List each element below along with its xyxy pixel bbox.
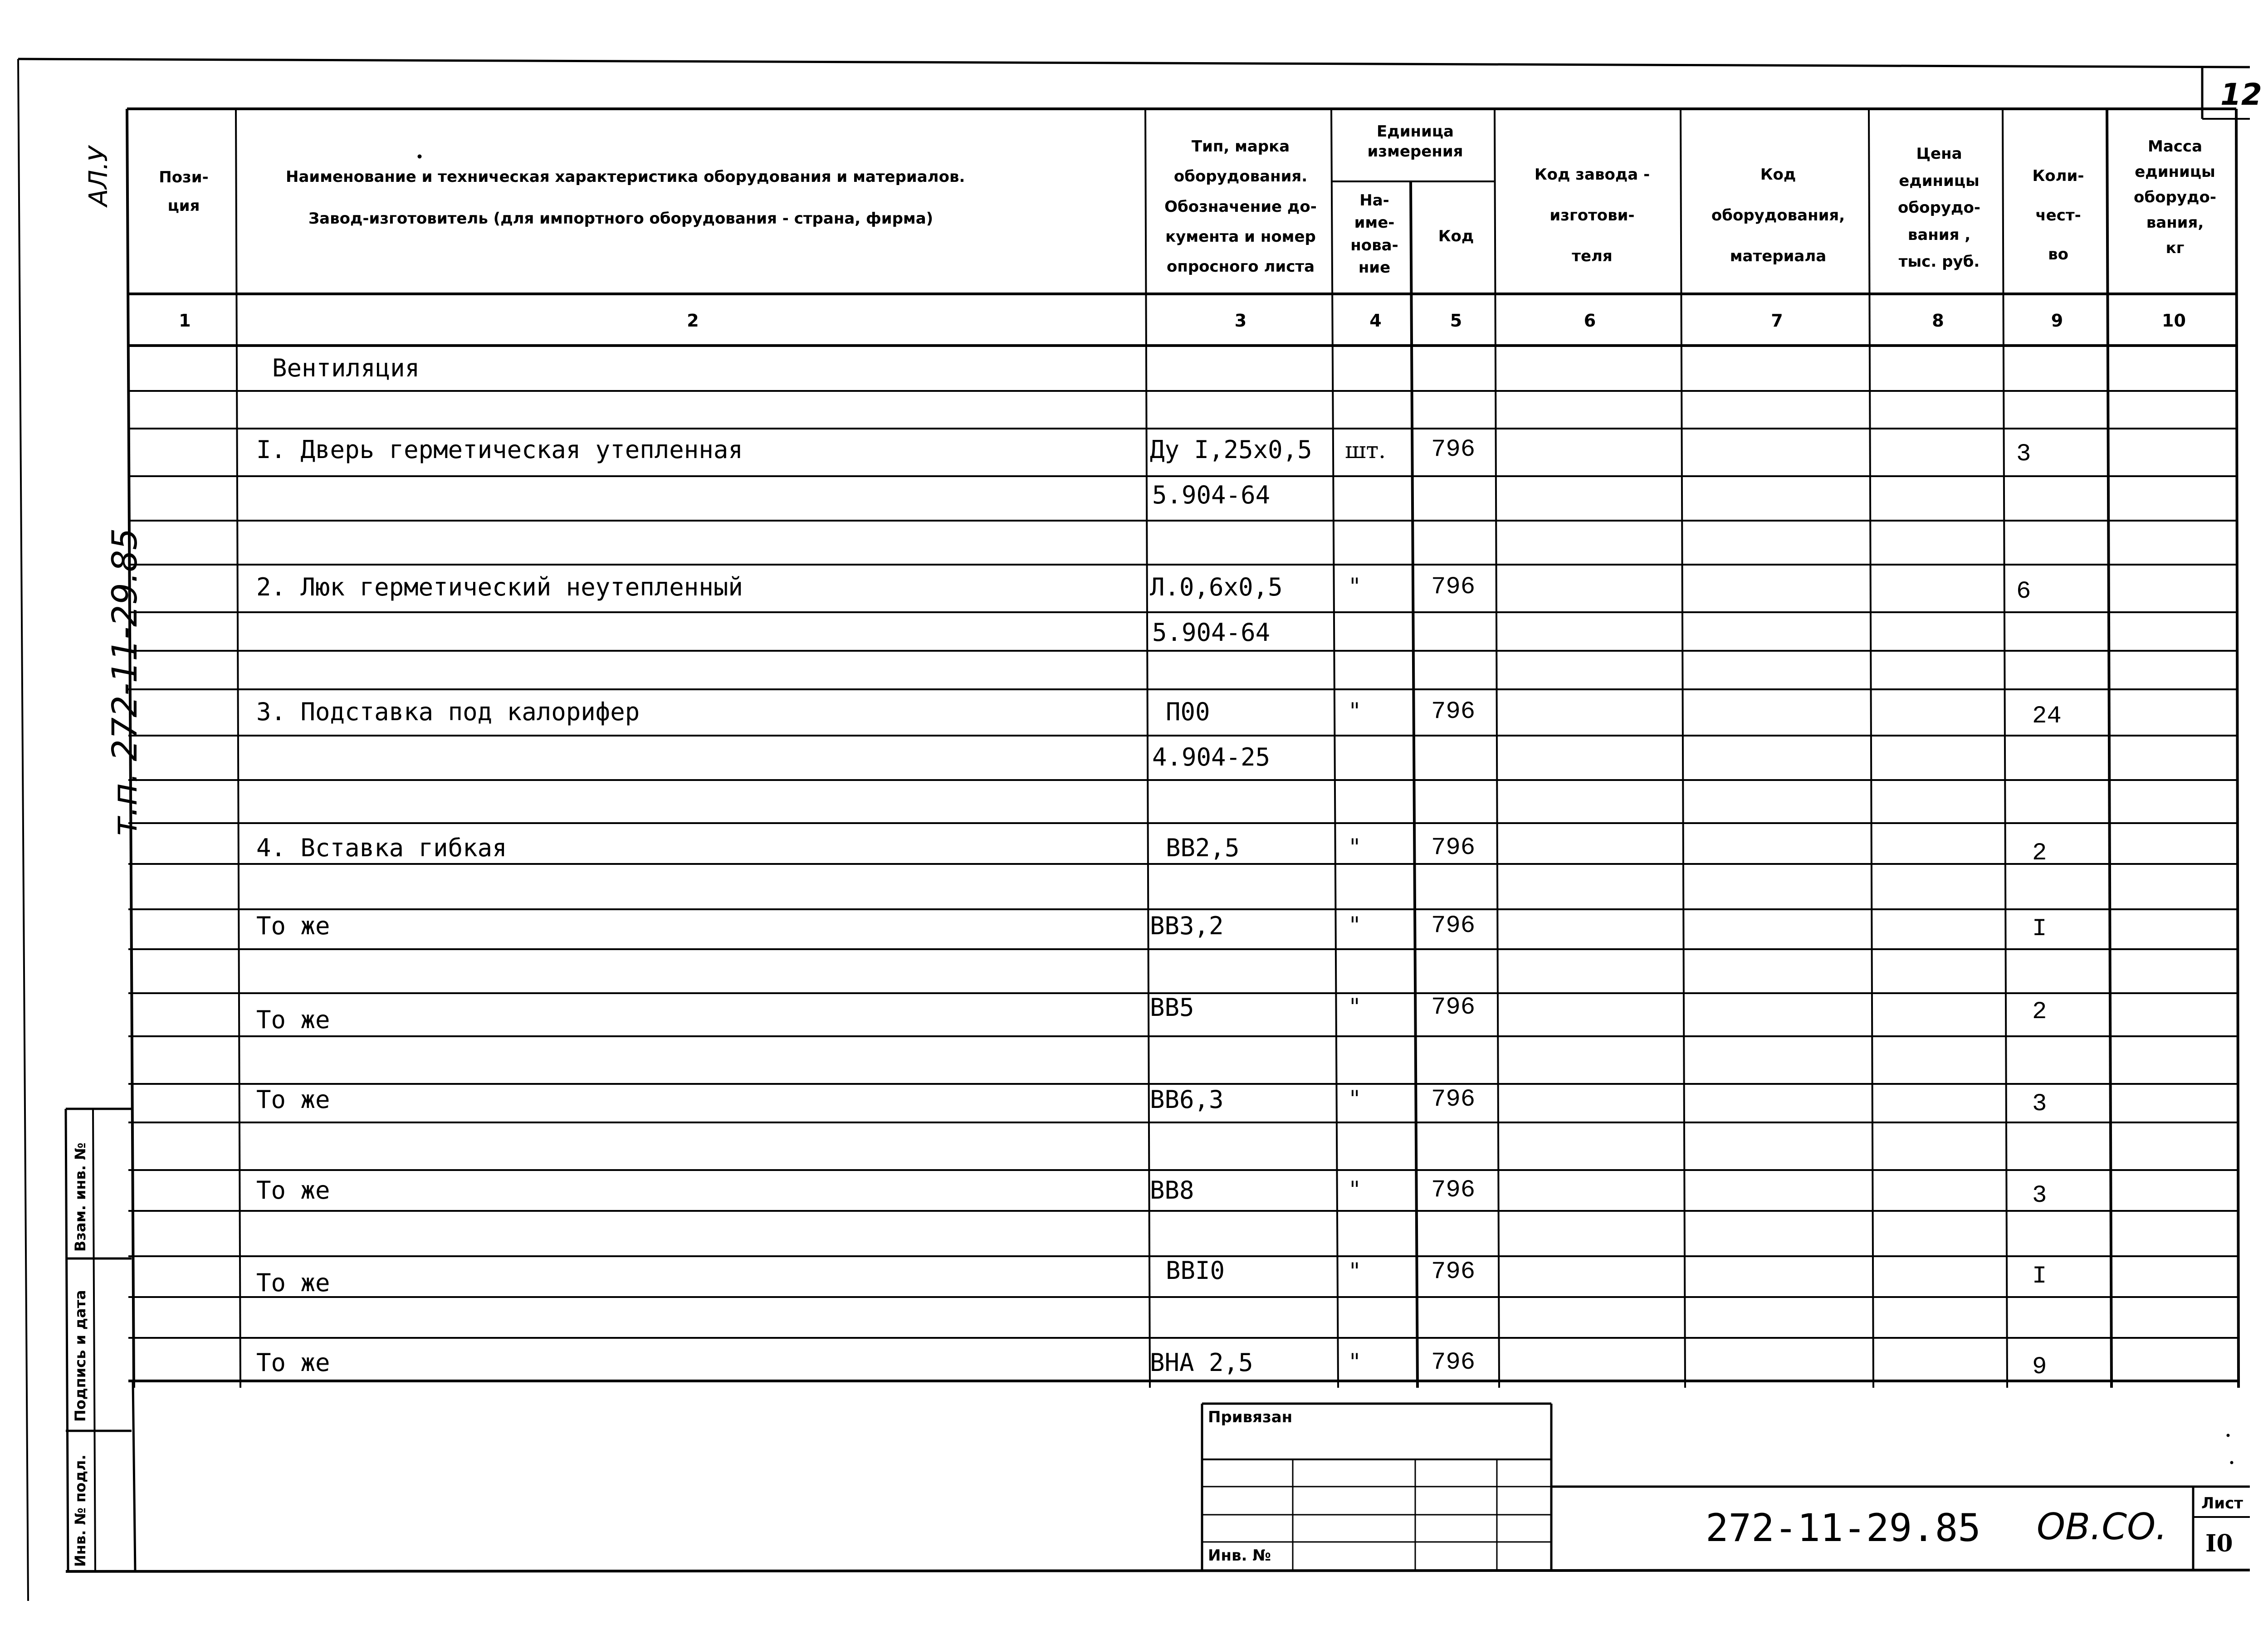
row-code: 796 [1431, 436, 1476, 463]
header-name: Наименование и техническая характеристика оборудования и материалов. Завод-изготовитель (для импортного оборудования - страна, фирма) [286, 168, 965, 228]
row-qty: 9 [2032, 1353, 2047, 1381]
row-qty: 2 [2032, 998, 2047, 1026]
col-number-4: 4 [1369, 311, 1382, 331]
row-name: 3. Подставка под калорифер [256, 697, 640, 726]
header-mass: Масса единицы оборудо- вания, кг [2134, 137, 2216, 258]
inv-no-label: Инв. № [1208, 1546, 1271, 1565]
header-quantity: Коли- чест- во [2032, 167, 2084, 264]
row-unit: " [1349, 912, 1360, 938]
row-code: 796 [1431, 1349, 1476, 1376]
header-equipment-code: Код оборудования, материала [1711, 166, 1845, 266]
row-qty: I [2032, 915, 2047, 943]
row-name: I. Дверь герметическая утепленная [256, 435, 743, 464]
corner-sheet-number: 12 [2220, 77, 2262, 112]
row-type: ВНА 2,5 [1150, 1348, 1253, 1377]
document-mark: ОВ.СО. [2037, 1506, 2167, 1548]
row-name: То же [256, 1085, 330, 1114]
project-number-label: т.п. 272-11-29.85 [104, 528, 145, 837]
row-unit: " [1349, 573, 1360, 600]
inv-podl-label: Инв. № подл. [72, 1454, 89, 1567]
row-name: 4. Вставка гибкая [256, 834, 507, 862]
header-price: Цена единицы оборудо- вания , тыс. руб. [1898, 145, 1980, 271]
row-unit: " [1349, 994, 1360, 1020]
col-number-10: 10 [2162, 311, 2186, 331]
row-doc: 5.904-64 [1152, 618, 1271, 647]
row-unit: " [1349, 1349, 1360, 1375]
row-type: ВВI0 [1166, 1256, 1225, 1285]
section-title: Вентиляция [272, 354, 420, 382]
col-number-5: 5 [1450, 311, 1462, 331]
list-label: Лист [2201, 1494, 2243, 1512]
col-number-7: 7 [1771, 311, 1783, 331]
col-number-8: 8 [1932, 311, 1944, 331]
col-number-6: 6 [1584, 311, 1596, 331]
header-type: Тип, марка оборудования. Обозначение до- кумента и номер опросного листа [1164, 137, 1317, 276]
row-code: 796 [1431, 1176, 1476, 1204]
row-type: ВВ2,5 [1166, 834, 1240, 862]
row-code: 796 [1431, 834, 1476, 862]
row-qty: 3 [2016, 440, 2031, 468]
row-code: 796 [1431, 1086, 1476, 1113]
row-qty: 24 [2032, 702, 2062, 730]
row-name: То же [256, 912, 330, 940]
row-name: То же [256, 1268, 330, 1297]
row-name: 2. Люк герметический неутепленный [256, 573, 743, 601]
header-unit-code: Код [1438, 227, 1474, 245]
row-code: 796 [1431, 573, 1476, 601]
header-unit-name: На- име- нова- ние [1350, 191, 1398, 277]
col-number-2: 2 [687, 311, 699, 331]
row-code: 796 [1431, 1258, 1476, 1286]
row-type: ВВ5 [1150, 993, 1194, 1022]
row-type: Л.0,6х0,5 [1150, 573, 1283, 601]
row-qty: I [2032, 1263, 2047, 1290]
row-code: 796 [1431, 994, 1476, 1021]
row-unit: " [1349, 1086, 1360, 1112]
row-unit: " [1349, 698, 1360, 724]
row-name: То же [256, 1176, 330, 1205]
row-type: П00 [1166, 697, 1210, 726]
row-qty: 3 [2032, 1182, 2047, 1210]
row-qty: 3 [2032, 1090, 2047, 1118]
row-unit: " [1349, 1176, 1360, 1203]
row-name: То же [256, 1005, 330, 1034]
row-doc: 5.904-64 [1152, 481, 1271, 509]
row-type: ВВ6,3 [1150, 1085, 1224, 1114]
col-number-1: 1 [179, 311, 191, 331]
header-unit-group: Единица измерения [1367, 122, 1463, 161]
row-code: 796 [1431, 698, 1476, 726]
header-factory-code: Код завода - изготови- теля [1534, 166, 1650, 266]
initials-label: АЛ.У [84, 146, 113, 206]
header-position: Пози- ция [159, 168, 209, 215]
row-type: ВВ3,2 [1150, 912, 1224, 940]
row-type: ВВ8 [1150, 1176, 1194, 1205]
row-unit: " [1349, 1258, 1360, 1284]
row-unit: " [1349, 834, 1360, 860]
row-unit: шт. [1345, 437, 1386, 463]
row-name: То же [256, 1348, 330, 1377]
signature-date-label: Подпись и дата [72, 1290, 89, 1422]
col-number-9: 9 [2051, 311, 2063, 331]
row-qty: 6 [2016, 578, 2031, 605]
privyazan-label: Привязан [1208, 1408, 1293, 1426]
row-qty: 2 [2032, 839, 2047, 867]
list-number: I0 [2205, 1530, 2233, 1557]
col-number-3: 3 [1234, 311, 1247, 331]
vzam-inv-label: Взам. инв. № [72, 1142, 89, 1252]
row-code: 796 [1431, 912, 1476, 940]
row-doc: 4.904-25 [1152, 743, 1271, 771]
document-code: 272-11-29.85 [1706, 1506, 1981, 1550]
row-type: Ду I,25х0,5 [1150, 435, 1312, 464]
